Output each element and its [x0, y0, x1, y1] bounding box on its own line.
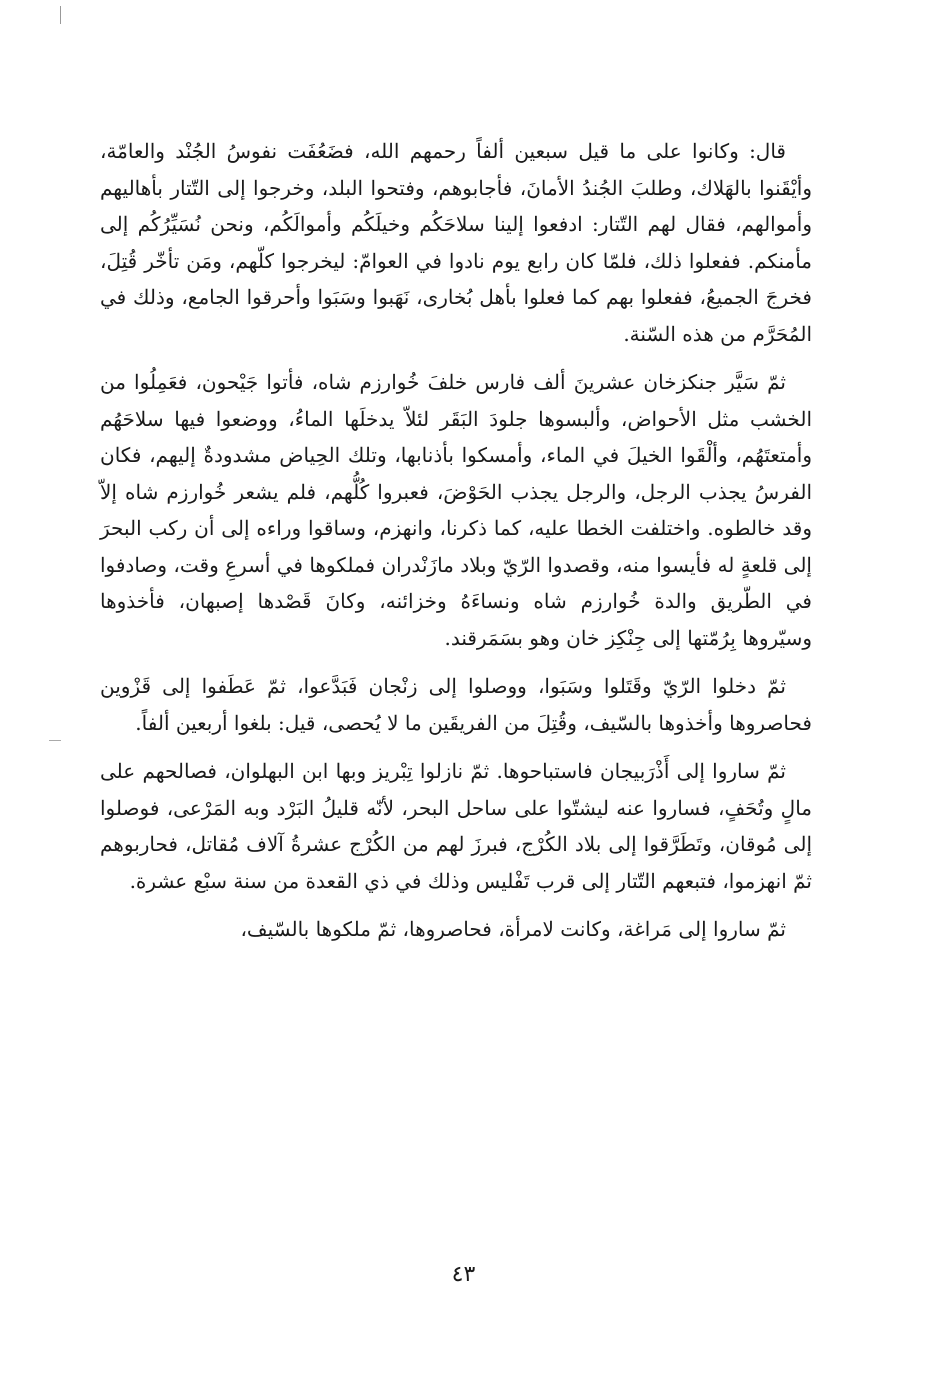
margin-mark	[49, 740, 61, 741]
scan-edge-mark	[60, 6, 61, 24]
paragraph-4: ثمّ ساروا إلى أَذْرَبيجان فاستباحوها. ثمّ نازلوا تِبْريز وبها ابن البهلوان، فصالحهم على مالٍ وتُحَفٍ، فساروا عنه ليشتّوا على ساحل البحر، لأنّه قليلُ البَرْد وبه المَرْعى، فوصلوا إلى مُوقان، وتَطَرَّقوا إلى بلاد الكُرْج، فبرزَ لهم من الكُرْج عشرةُ آلاف مُقاتل، فحاربوهم ثمّ انهزموا، فتبعهم التّتار إلى قرب تَفْليس وذلك في ذي القعدة من سنة سبْع عشرة.	[100, 759, 812, 893]
paragraph-5: ثمّ ساروا إلى مَراغة، وكانت لامرأة، فحاصروها، ثمّ ملكوها بالسّيف،	[240, 917, 786, 941]
page-body-text	[100, 133, 812, 960]
page-number: ٤٣	[451, 1262, 476, 1287]
paragraph-2: ثمّ سَيَّر جنكزخان عشرينَ ألف فارس خلفَ خُوارزم شاه، فأتوا جَيْحون، فعَمِلُوا من الخشب مثل الأحواض، وألبسوها جلودَ البَقَر لئلاّ يدخلَها الماءُ، ووضعوا فيها سلاحَهُم وأمتعتَهُم، وألْقَوا الخيلَ في الماء، وأمسكوا بأذنابها، وتلك الحِياض مشدودةٌ إليهم، فكان الفرسُ يجذب الرجل، والرجل يجذب الحَوْضَ، فعبروا كُلُّهم، فلم يشعر خُوارزم شاه إلاّ وقد خالطوه. واختلفت الخطا عليه، كما ذكرنا، وانهزم، وساقوا وراءه إلى أن ركب البحرَ إلى قلعةٍ له فأيسوا منه، وقصدوا الرّيّ وبلاد مازَنْدران فملكوها في أسرعِ وقت، وصادفوا في الطّريق والدة خُوارزم شاه ونساءَهُ وخزائنه، وكانَ قَصْدها إصبهان، فأخذوها وسيّروها بِرُمّتها إلى جِنْكِز خان وهو بسَمَرقند.	[99, 370, 812, 650]
paragraph-1: قال: وكانوا على ما قيل سبعين ألفاً رحمهم الله، فضَعُفَت نفوسُ الجُنْد والعامّة، وأيْقَنوا بالهَلاك، وطلبَ الجُندُ الأمانَ، فأجابوهم، وفتحوا البلد، وخرجوا إلى التّتار بأهاليهم وأموالهم، فقال لهم التّتار: ادفعوا إلينا سلاحَكُم وخيلَكُم وأموالَكُم، ونحن نُسَيِّرُكُم إلى مأمنكم. ففعلوا ذلك، فلمّا كان رابع يوم نادوا في العوامّ: ليخرجوا كلّهم، ومَن تأخّر قُتِلَ، فخرجَ الجميعُ، ففعلوا بهم كما فعلوا بأهل بُخارى، نَهَبوا وسَبَوا وأحرقوا الجامع، وذلك في المُحَرَّم من هذه السّنة.	[100, 139, 812, 346]
paragraph-3: ثمّ دخلوا الرّيّ وقَتَلوا وسَبَوا، ووصلوا إلى زنْجان فَبَدَّعوا، ثمّ عَطَفوا إلى قَزْوين فحاصروها وأخذوها بالسّيف، وقُتِلَ من الفريقَين ما لا يُحصى، قيل: بلغوا أربعين ألفاً.	[100, 674, 812, 735]
